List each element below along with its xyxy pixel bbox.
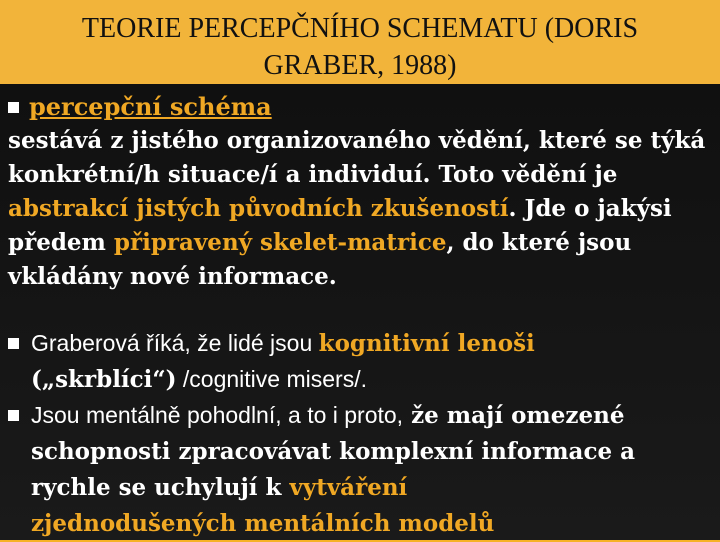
list-item (8, 398, 712, 542)
square-bullet-icon (8, 338, 19, 349)
item2-highlight: vytváření (289, 474, 408, 501)
square-bullet-icon (8, 102, 19, 113)
list-item-text (31, 326, 712, 398)
title-line-1: TEORIE PERCEPČNÍHO SCHEMATU (DORIS (81, 13, 639, 44)
item1-text-a: Graberová říká, že lidé jsou (31, 330, 319, 356)
slide-title (0, 10, 720, 84)
paragraph-highlight-2: připravený skelet-matrice (113, 229, 447, 256)
item1-highlight: kognitivní lenoši (318, 330, 535, 357)
item1-text-b: („skrblíci“) (31, 366, 177, 393)
slide-content (8, 90, 712, 542)
item2-text-b: že mají omezené schopnosti zpracovávat komplexní informace a rychle se uchylují k (31, 402, 635, 501)
square-bullet-icon (8, 410, 19, 421)
list-item-text (31, 398, 712, 542)
paragraph-part-3: , do které jsou vkládány nové informace. (8, 229, 632, 290)
item2-text-a: Jsou mentálně pohodlní, a to i proto, (31, 402, 404, 428)
list-item (8, 326, 712, 398)
definition-paragraph (8, 124, 712, 294)
heading-bullet (8, 90, 712, 124)
item1-text-c: /cognitive misers/. (176, 366, 367, 392)
paragraph-part-2: . Jde o jakýsi předem (8, 195, 672, 256)
title-line-2: GRABER, 1988) (263, 50, 457, 81)
paragraph-highlight-1: abstrakcí jistých původních zkušeností (8, 195, 509, 222)
bullet-list (8, 326, 712, 542)
heading-label: percepční schéma (29, 92, 272, 121)
paragraph-part-1: sestává z jistého organizovaného vědění, které se týká konkrétní/h situace/í a individuí. Toto vědění je (8, 127, 706, 188)
item2-overflow: zjednodušených mentálních modelů (31, 510, 495, 537)
